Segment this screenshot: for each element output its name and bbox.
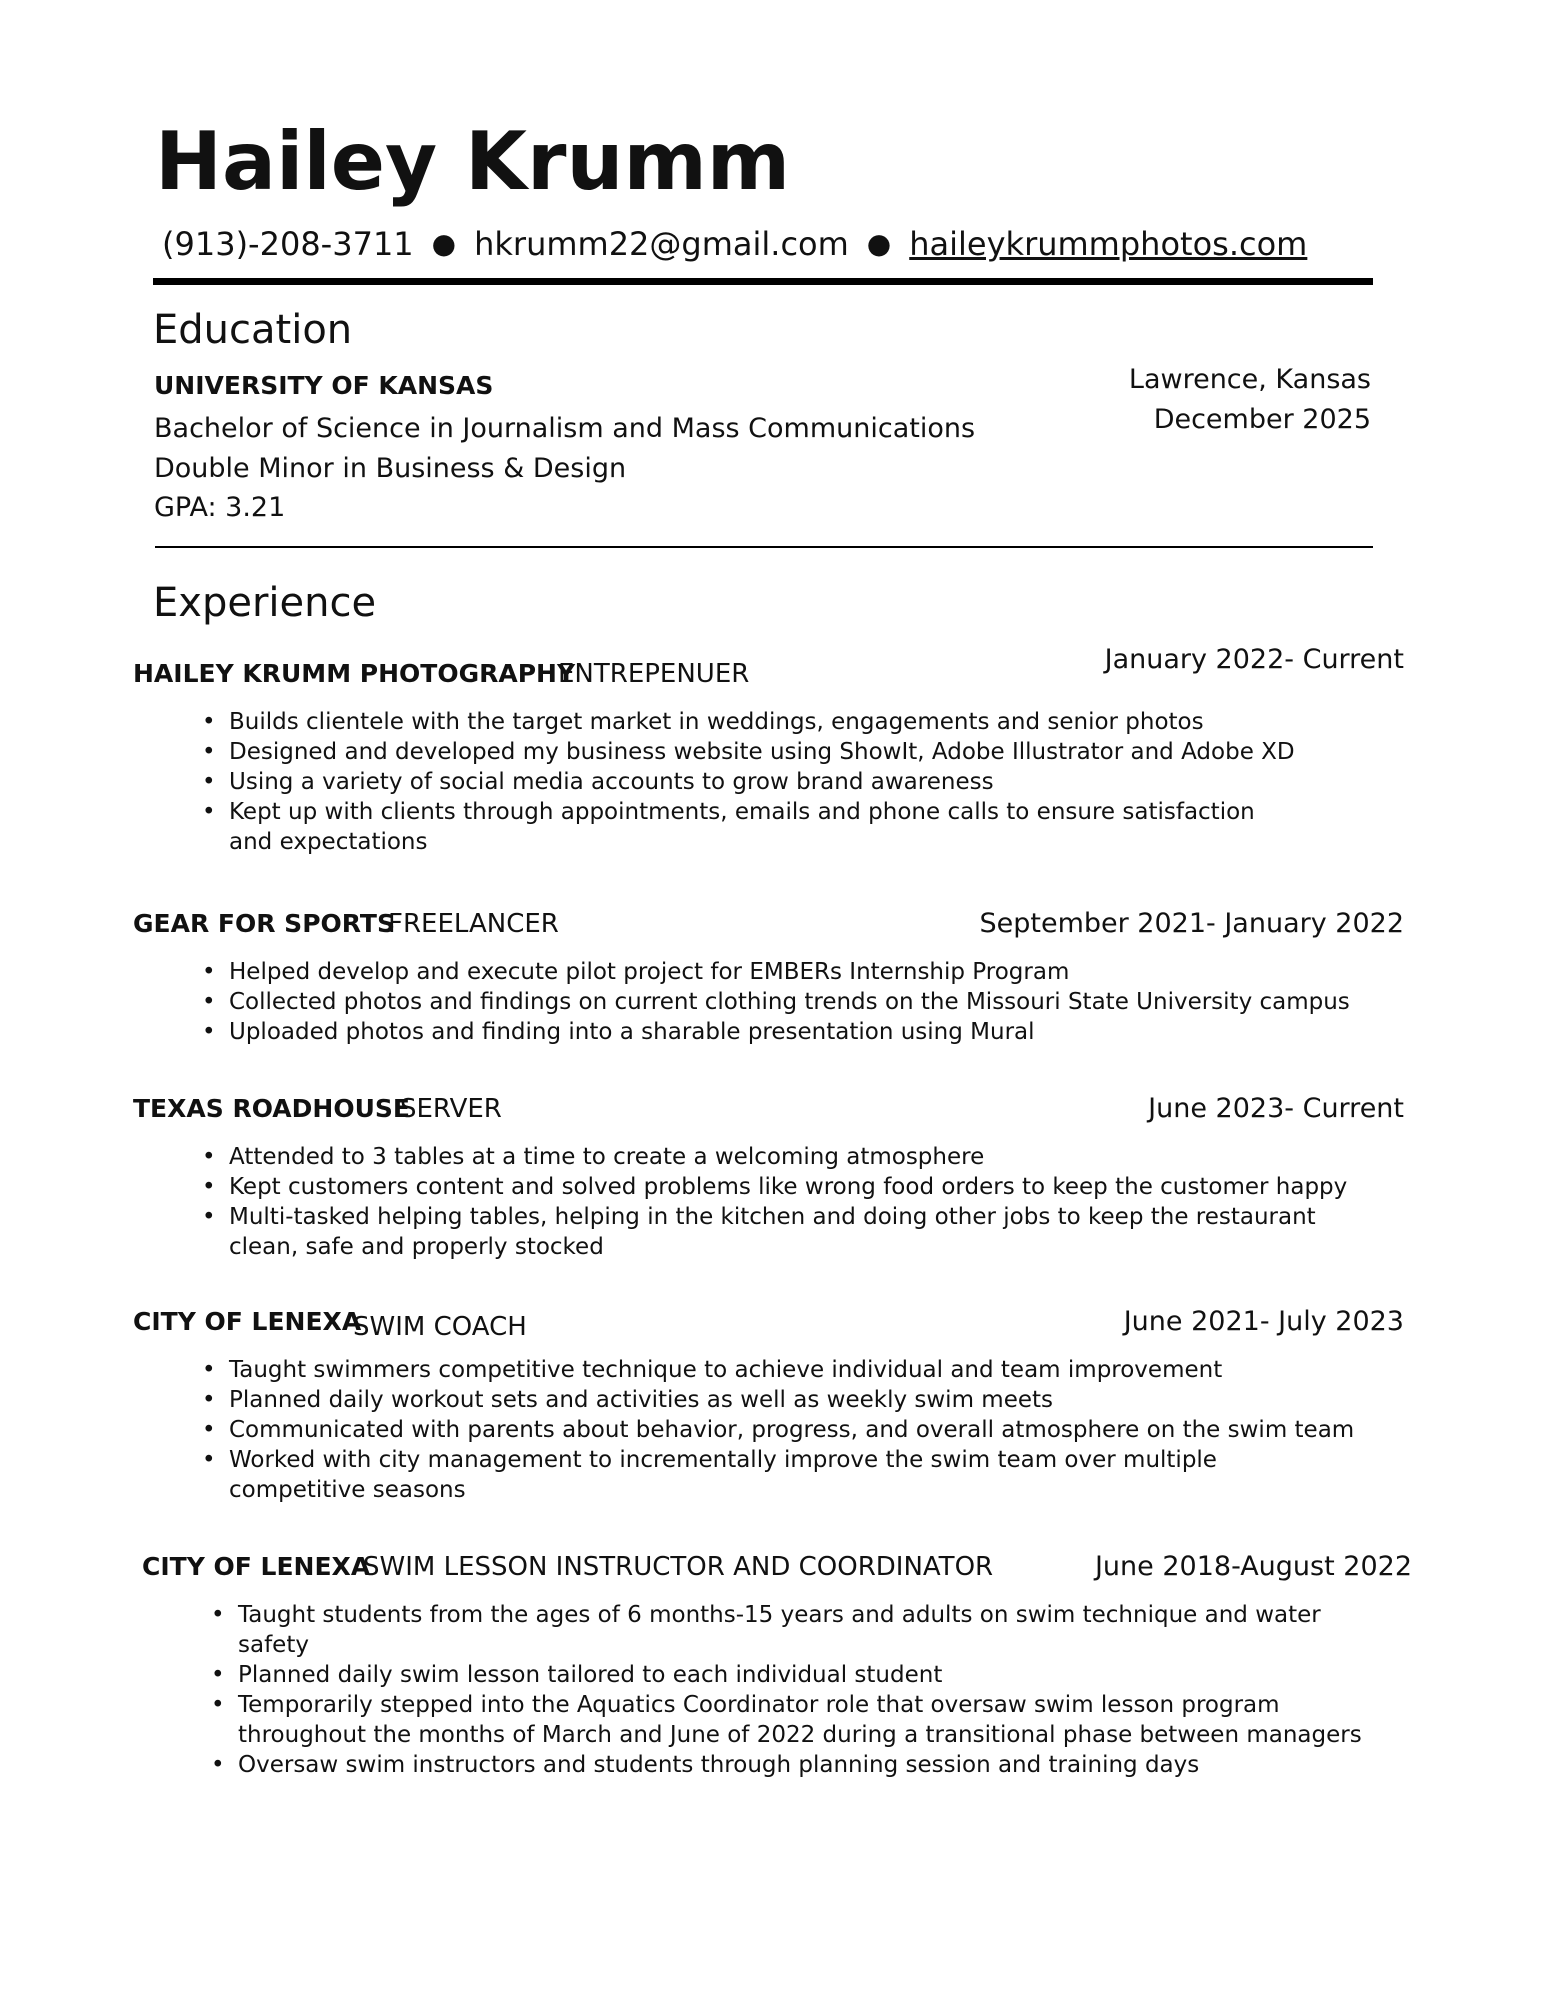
school-name: UNIVERSITY OF KANSAS bbox=[154, 371, 494, 400]
gpa: GPA: 3.21 bbox=[154, 492, 286, 523]
job-dates: June 2021- July 2023 bbox=[1123, 1306, 1404, 1337]
bullet-item: • Multi-tasked helping tables, helping in the kitchen and doing other jobs to keep the restaurant clean, safe and properly stocked bbox=[229, 1202, 1339, 1262]
bullet-item: • Collected photos and findings on current clothing trends on the Missouri State University campus bbox=[229, 987, 1359, 1017]
bullet-item: • Planned daily workout sets and activities as well as weekly swim meets bbox=[229, 1385, 1359, 1415]
bullet-item: • Designed and developed my business website using ShowIt, Adobe Illustrator and Adobe XD bbox=[229, 737, 1359, 767]
graduation-date: December 2025 bbox=[1153, 404, 1371, 435]
bullet-item: • Worked with city management to incrementally improve the swim team over multiple competitive seasons bbox=[229, 1445, 1319, 1505]
bullet-item: • Temporarily stepped into the Aquatics Coordinator role that oversaw swim lesson program throughout the months of March and June of 2022 during a transitional phase between managers bbox=[238, 1690, 1368, 1750]
job-dates: January 2022- Current bbox=[1104, 644, 1404, 675]
section-divider bbox=[155, 546, 1373, 548]
job-dates: June 2018-August 2022 bbox=[1094, 1551, 1412, 1582]
separator-dot: ● bbox=[431, 227, 457, 260]
bullet-item: • Uploaded photos and finding into a sharable presentation using Mural bbox=[229, 1017, 1359, 1047]
bullet-item: • Communicated with parents about behavior, progress, and overall atmosphere on the swim team bbox=[229, 1415, 1359, 1445]
job-company: HAILEY KRUMM PHOTOGRAPHY bbox=[133, 659, 576, 688]
job-role: ENTREPENUER bbox=[558, 659, 750, 689]
bullet-item: • Kept customers content and solved problems like wrong food orders to keep the customer happy bbox=[229, 1172, 1359, 1202]
job-role: SWIM LESSON INSTRUCTOR AND COORDINATOR bbox=[363, 1552, 994, 1582]
job-company: TEXAS ROADHOUSE bbox=[133, 1094, 410, 1123]
bullet-item: • Oversaw swim instructors and students through planning session and training days bbox=[238, 1750, 1368, 1780]
degree: Bachelor of Science in Journalism and Mass Communications bbox=[154, 413, 976, 444]
bullet-item: • Using a variety of social media accounts to grow brand awareness bbox=[229, 767, 1359, 797]
contact-line bbox=[162, 222, 1307, 268]
bullet-item: • Kept up with clients through appointments, emails and phone calls to ensure satisfaction and expectations bbox=[229, 797, 1269, 857]
minor: Double Minor in Business & Design bbox=[154, 453, 627, 484]
bullet-item: • Helped develop and execute pilot project for EMBERs Internship Program bbox=[229, 957, 1359, 987]
resume-name: Hailey Krumm bbox=[155, 115, 791, 208]
job-bullets bbox=[229, 957, 1359, 1047]
separator-dot: ● bbox=[866, 227, 892, 260]
phone-number: (913)-208-3711 bbox=[162, 225, 414, 263]
header-divider bbox=[153, 278, 1373, 285]
website-link[interactable]: haileykrummphotos.com bbox=[909, 225, 1308, 263]
bullet-item: • Builds clientele with the target market in weddings, engagements and senior photos bbox=[229, 707, 1359, 737]
job-company: GEAR FOR SPORTS bbox=[133, 909, 395, 938]
job-role: FREELANCER bbox=[388, 909, 559, 939]
school-location: Lawrence, Kansas bbox=[1128, 364, 1371, 395]
bullet-item: • Attended to 3 tables at a time to create a welcoming atmosphere bbox=[229, 1142, 1359, 1172]
job-company: CITY OF LENEXA bbox=[142, 1552, 371, 1581]
job-role: SERVER bbox=[400, 1094, 502, 1124]
job-bullets bbox=[229, 1355, 1359, 1505]
experience-title: Experience bbox=[153, 580, 377, 626]
job-dates: June 2023- Current bbox=[1148, 1093, 1404, 1124]
job-bullets bbox=[238, 1600, 1368, 1780]
job-dates: September 2021- January 2022 bbox=[979, 908, 1404, 939]
bullet-item: • Taught swimmers competitive technique to achieve individual and team improvement bbox=[229, 1355, 1359, 1385]
bullet-item: • Taught students from the ages of 6 months-15 years and adults on swim technique and water safety bbox=[238, 1600, 1368, 1660]
job-bullets bbox=[229, 707, 1359, 857]
email-address: hkrumm22@gmail.com bbox=[474, 225, 849, 263]
education-title: Education bbox=[153, 307, 353, 353]
job-bullets bbox=[229, 1142, 1359, 1262]
job-role: SWIM COACH bbox=[353, 1312, 527, 1342]
bullet-item: • Planned daily swim lesson tailored to each individual student bbox=[238, 1660, 1368, 1690]
job-company: CITY OF LENEXA bbox=[133, 1307, 362, 1336]
